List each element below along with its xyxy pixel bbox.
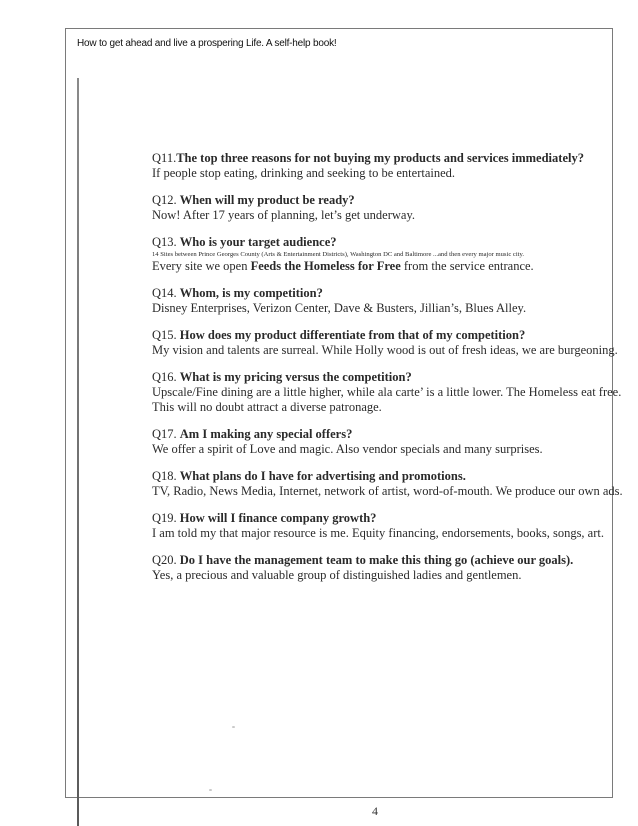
question bbox=[152, 469, 632, 484]
qa-item-q16 bbox=[152, 370, 632, 415]
answer-line: Upscale/Fine dining are a little higher, while ala carte’ is a little lower. The Homeless eat free. bbox=[152, 385, 622, 399]
question-text: Am I making any special offers? bbox=[179, 427, 353, 441]
question-text: What is my pricing versus the competition? bbox=[179, 370, 412, 384]
question bbox=[152, 553, 632, 568]
question-number: Q12. bbox=[152, 193, 177, 207]
qa-item-q12 bbox=[152, 193, 632, 223]
question bbox=[152, 151, 632, 166]
question bbox=[152, 370, 632, 385]
question-text: Do I have the management team to make this thing go (achieve our goals). bbox=[179, 553, 574, 567]
question-number: Q16. bbox=[152, 370, 177, 384]
answer-line: TV, Radio, News Media, Internet, network of artist, word-of-mouth. We produce our own ads. bbox=[152, 484, 623, 498]
answer-line: We offer a spirit of Love and magic. Also vendor specials and many surprises. bbox=[152, 442, 543, 456]
question-text: How does my product differentiate from that of my competition? bbox=[179, 328, 526, 342]
page-number: 4 bbox=[372, 804, 378, 818]
qa-item-q15 bbox=[152, 328, 632, 358]
question-number: Q17. bbox=[152, 427, 177, 441]
question bbox=[152, 235, 632, 250]
question-number: Q13. bbox=[152, 235, 177, 249]
qa-item-q13 bbox=[152, 235, 632, 274]
document-header: How to get ahead and live a prospering Life. A self-help book! bbox=[77, 38, 337, 49]
qa-item-q19 bbox=[152, 511, 632, 541]
question-number: Q11. bbox=[152, 151, 177, 165]
question-text: The top three reasons for not buying my products and services immediately? bbox=[176, 151, 584, 165]
question bbox=[152, 511, 632, 526]
answer-line: Now! After 17 years of planning, let’s get underway. bbox=[152, 208, 416, 222]
question-text: Who is your target audience? bbox=[179, 235, 337, 249]
question-text: When will my product be ready? bbox=[179, 193, 355, 207]
question bbox=[152, 427, 632, 442]
answer-text: from the service entrance. bbox=[400, 259, 534, 273]
question-number: Q18. bbox=[152, 469, 177, 483]
question bbox=[152, 286, 632, 301]
question-number: Q14. bbox=[152, 286, 177, 300]
answer-emphasis: Feeds the Homeless for Free bbox=[250, 259, 401, 273]
qa-item-q14 bbox=[152, 286, 632, 316]
question-text: What plans do I have for advertising and promotions. bbox=[179, 469, 466, 483]
answer-text: Every site we open bbox=[152, 259, 251, 273]
question-text: How will I finance company growth? bbox=[179, 511, 377, 525]
question-number: Q20. bbox=[152, 553, 177, 567]
answer-line: My vision and talents are surreal. While Holly wood is out of fresh ideas, we are burgeoning. bbox=[152, 343, 618, 357]
question bbox=[152, 328, 632, 343]
scan-speck bbox=[232, 726, 235, 728]
answer-line: Yes, a precious and valuable group of distinguished ladies and gentlemen. bbox=[152, 568, 522, 582]
question-number: Q15. bbox=[152, 328, 177, 342]
answer-small-print: 14 Sites between Prince Georges County (Arts & Entertainment Districts), Washington DC and Baltimore ...and then every major music city. bbox=[152, 251, 525, 258]
question bbox=[152, 193, 632, 208]
scan-speck bbox=[209, 789, 212, 791]
qa-item-q11 bbox=[152, 151, 632, 181]
qa-item-q17 bbox=[152, 427, 632, 457]
scan-margin-line bbox=[77, 78, 79, 826]
answer-line bbox=[152, 259, 632, 274]
answer-line: Disney Enterprises, Verizon Center, Dave & Busters, Jillian’s, Blues Alley. bbox=[152, 301, 527, 315]
answer-line: This will no doubt attract a diverse patronage. bbox=[152, 400, 382, 414]
question-text: Whom, is my competition? bbox=[179, 286, 323, 300]
qa-item-q18 bbox=[152, 469, 632, 499]
answer-line: If people stop eating, drinking and seeking to be entertained. bbox=[152, 166, 456, 180]
answer-line: I am told my that major resource is me. Equity financing, endorsements, books, songs, art. bbox=[152, 526, 604, 540]
question-number: Q19. bbox=[152, 511, 177, 525]
qa-list bbox=[152, 151, 632, 595]
qa-item-q20 bbox=[152, 553, 632, 583]
